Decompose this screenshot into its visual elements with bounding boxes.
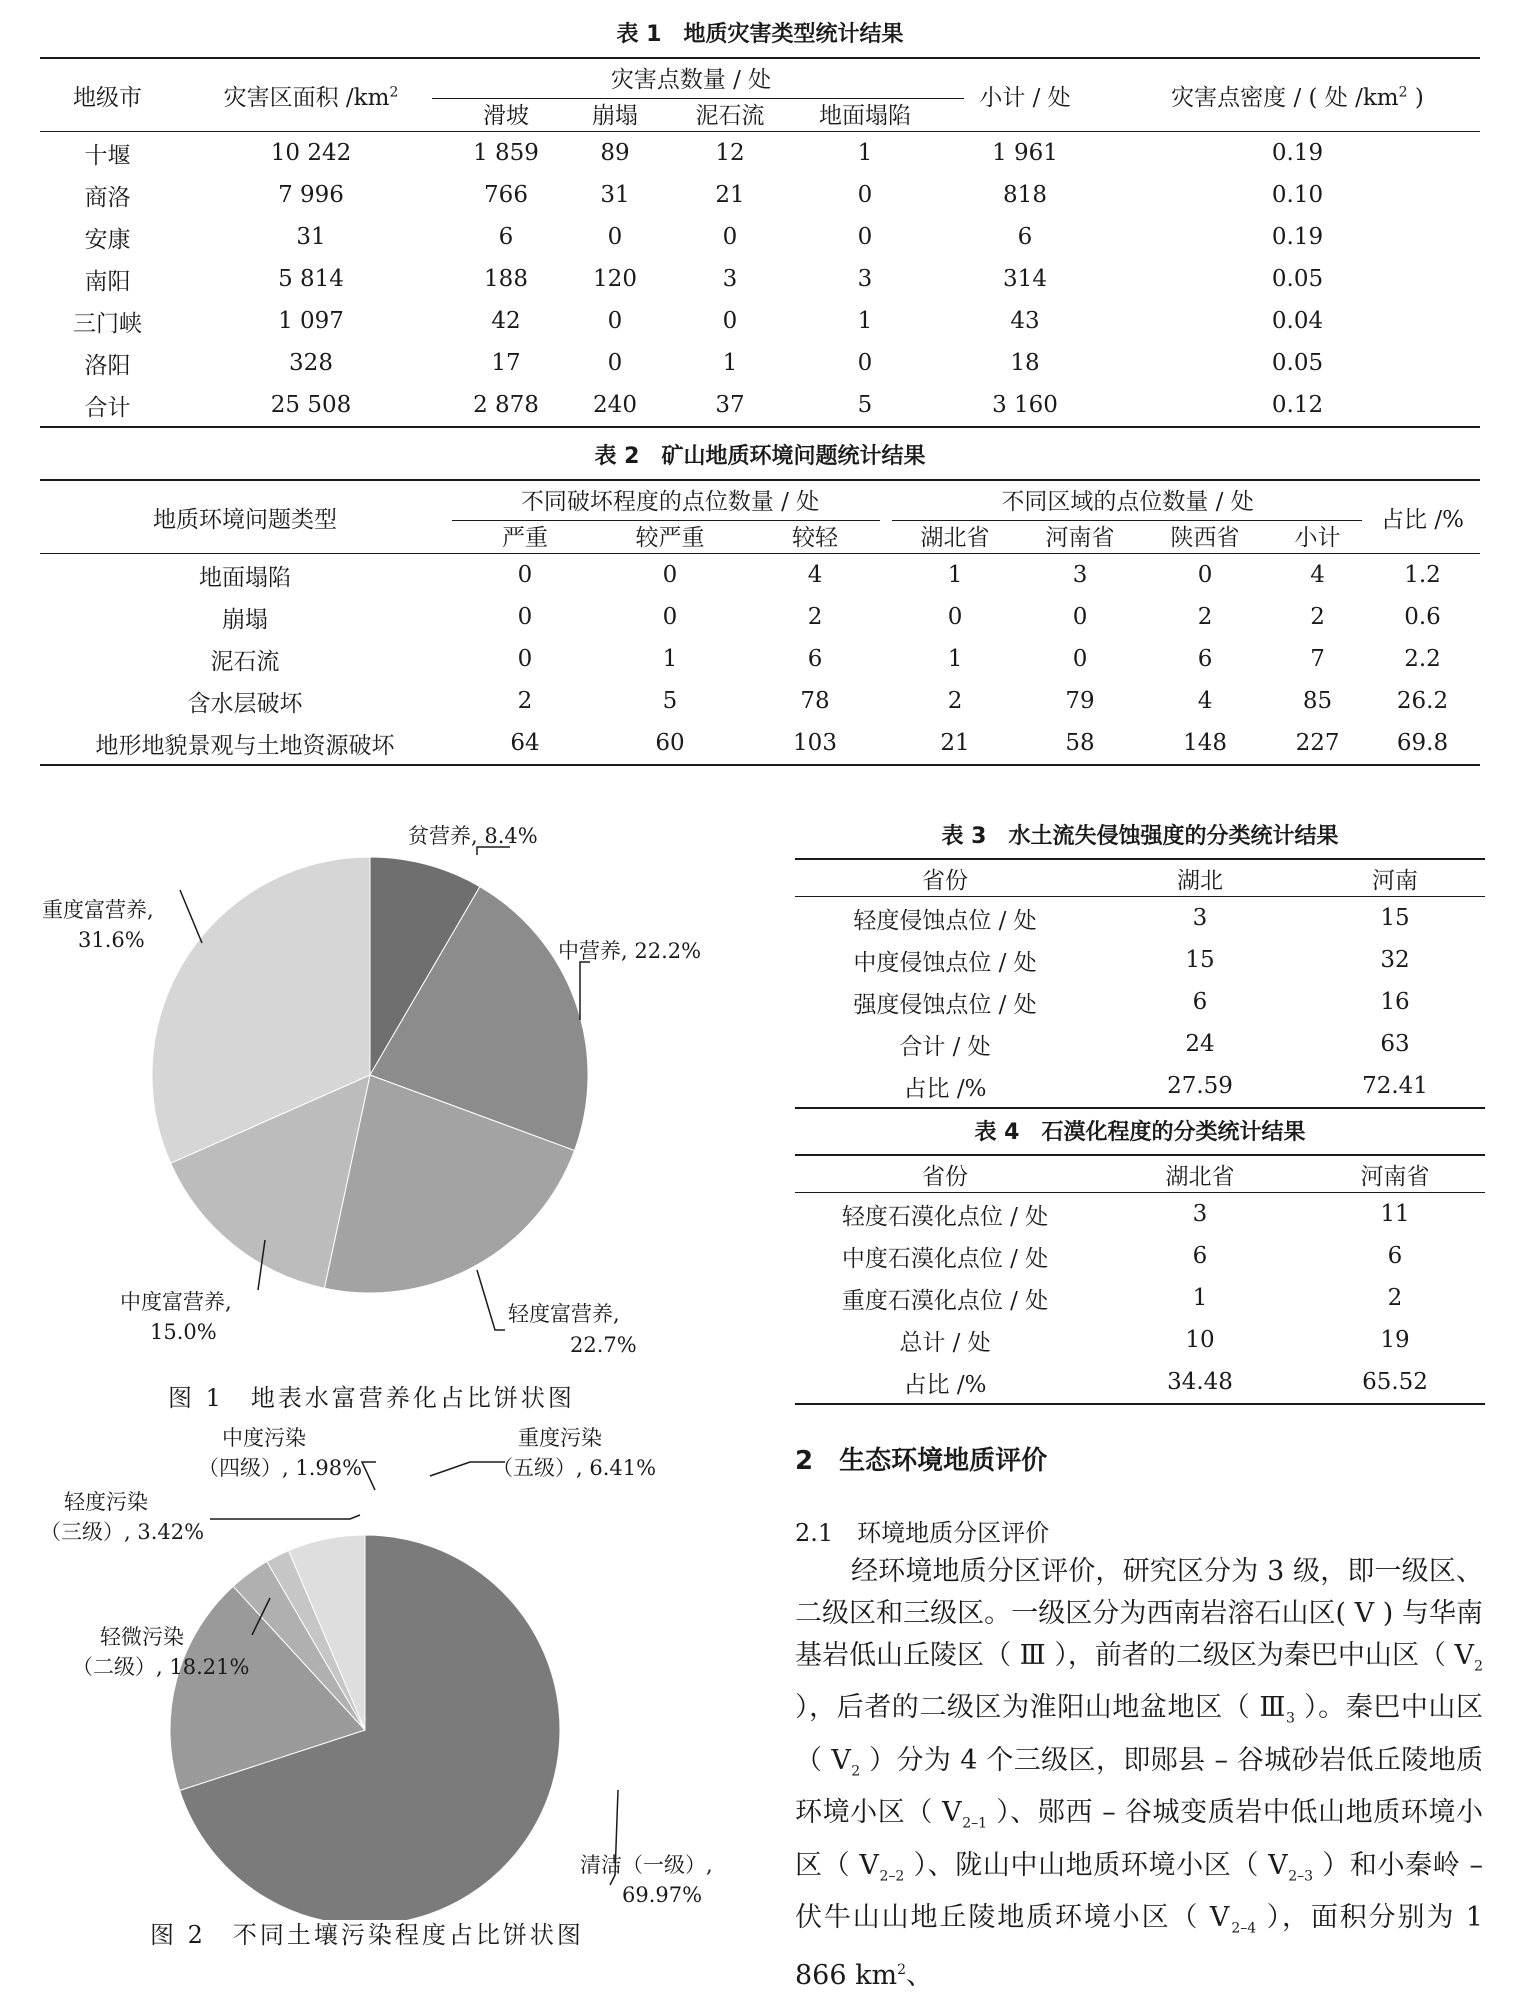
t4-cell-v1: 34.48 [1167, 1369, 1233, 1395]
section-heading: 2 生态环境地质评价 [795, 1446, 1048, 1476]
t1-row [40, 300, 1480, 342]
fig2-pie-chart [40, 1420, 780, 1920]
fig2-label-l2-line2: （二级）, 18.21% [72, 1655, 250, 1679]
table2 [40, 479, 1480, 766]
t1-cell-subsidence: 0 [857, 224, 873, 250]
fig2-label-l3-line1: 轻度污染 [64, 1490, 148, 1514]
t2-cell-light: 2 [807, 604, 823, 630]
t1-cell-city: 安康 [84, 226, 131, 253]
t1-cell-subtotal: 314 [1003, 266, 1047, 292]
t2-cell-henan: 79 [1065, 688, 1095, 714]
t3-cell-v1: 24 [1185, 1031, 1215, 1057]
t1-cell-area: 328 [289, 350, 333, 376]
fig1-label-heavy-line2: 31.6% [78, 928, 145, 952]
fig2-label-l5-line1: 重度污染 [518, 1426, 602, 1450]
fig1-label-light-line2: 22.7% [570, 1333, 637, 1357]
t4-cell-label: 重度石漠化点位 / 处 [841, 1287, 1049, 1314]
t1-cell-subtotal: 18 [1010, 350, 1040, 376]
t2-cell-subtotal: 7 [1310, 646, 1325, 672]
t1-cell-density: 0.04 [1271, 308, 1324, 334]
t1-header-collapse: 崩塌 [592, 102, 638, 129]
fig2-label-l3-line2: （三级）, 3.42% [40, 1520, 205, 1544]
t1-cell-area: 7 996 [278, 182, 344, 208]
fig2-caption: 图 2 不同土壤污染程度占比饼状图 [150, 1921, 584, 1949]
t2-cell-fairly_severe: 0 [662, 604, 678, 630]
t2-region-rule [892, 520, 1362, 521]
t2-header-damage-group: 不同破坏程度的点位数量 / 处 [520, 488, 820, 515]
t2-cell-henan: 3 [1072, 562, 1088, 588]
t2-cell-fairly_severe: 0 [662, 562, 678, 588]
t3-cell-label: 中度侵蚀点位 / 处 [853, 949, 1037, 976]
t1-cell-city: 商洛 [84, 184, 131, 211]
t1-cell-density: 0.12 [1271, 392, 1324, 418]
t2-header-ratio: 占比 /% [1381, 506, 1464, 533]
table2-title: 表 2 矿山地质环境问题统计结果 [594, 444, 926, 469]
section-paragraph: 经环境地质分区评价，研究区分为 3 级，即一级区、二级区和三级区。一级区分为西南岩溶石山区( Ⅴ ) 与华南基岩低山丘陵区（ Ⅲ ），前者的二级区为秦巴中山区（ $Ⅴ_2$ ），后者的二级区为淮阳山地盆地区（ $Ⅲ_3$ ）。秦巴中山区（ $Ⅴ_2$ ）分为 4 个三级区，即郧县 – 谷城砂岩低丘陵地质环境小区（ $Ⅴ_{2-1}$ ）、郧西 – 谷城变质岩中低山地质环境小区（ $Ⅴ_{2-2}$ ）、陇山中山地质环境小区（ $Ⅴ_{2-3}$ ）和小秦岭 – 伏牛山山地丘陵地质环境小区（ $Ⅴ_{2-4}$ ），面积分别为 1 866 $km^2$、 [795, 1556, 1483, 1992]
t2-cell-severe: 64 [510, 730, 540, 756]
t2-cell-subtotal: 2 [1310, 604, 1325, 630]
t3-cell-v2: 15 [1380, 905, 1410, 931]
fig2-label-l4-line1: 中度污染 [222, 1426, 306, 1450]
t3-cell-label: 占比 /% [903, 1075, 987, 1102]
t4-header-col2: 河南省 [1360, 1163, 1430, 1190]
t1-header-area: 灾害区面积 $/km^2$ [223, 83, 399, 111]
table3-title: 表 3 水土流失侵蚀强度的分类统计结果 [941, 824, 1339, 849]
t1-cell-collapse: 120 [593, 266, 637, 292]
t1-cell-subtotal: 43 [1010, 308, 1040, 334]
t1-cell-subsidence: 0 [857, 182, 873, 208]
fig1-caption: 图 1 地表水富营养化占比饼状图 [168, 1384, 575, 1412]
t4-cell-v2: 65.52 [1362, 1369, 1428, 1395]
table3 [795, 858, 1485, 1109]
t2-cell-light: 6 [807, 646, 823, 672]
t3-header-col2: 河南 [1372, 867, 1418, 894]
t2-header-light: 较轻 [792, 524, 838, 551]
t3-row [795, 897, 1485, 940]
t3-cell-v2: 16 [1380, 989, 1410, 1015]
t1-cell-collapse: 89 [600, 140, 630, 166]
table1-title: 表 1 地质灾害类型统计结果 [616, 22, 904, 47]
t1-cell-collapse: 240 [593, 392, 637, 418]
t2-cell-ratio: 2.2 [1404, 646, 1441, 672]
t3-cell-v1: 6 [1192, 989, 1208, 1015]
t3-cell-v2: 32 [1380, 947, 1410, 973]
t2-row [40, 596, 1480, 638]
t1-cell-city: 十堰 [84, 142, 131, 169]
t1-cell-density: 0.05 [1271, 350, 1324, 376]
t2-cell-hubei: 2 [947, 688, 963, 714]
t2-header-henan: 河南省 [1045, 524, 1115, 551]
t2-cell-shaanxi: 6 [1197, 646, 1213, 672]
t1-cell-landslide: 1 859 [473, 140, 539, 166]
fig1-label-heavy-line1: 重度富营养, [42, 898, 154, 922]
t1-cell-landslide: 6 [498, 224, 514, 250]
t4-cell-v1: 1 [1192, 1285, 1208, 1311]
t1-cell-area: 10 242 [270, 140, 352, 166]
t3-cell-v1: 15 [1185, 947, 1215, 973]
t1-cell-city: 三门峡 [73, 310, 142, 337]
t1-cell-debris: 12 [715, 140, 745, 166]
fig1-leader-light [477, 1270, 505, 1330]
t4-row [795, 1319, 1485, 1361]
t2-cell-hubei: 21 [940, 730, 970, 756]
t1-cell-area: 1 097 [278, 308, 344, 334]
t4-cell-label: 轻度石漠化点位 / 处 [841, 1203, 1049, 1230]
t1-cell-area: 31 [296, 224, 326, 250]
fig1-label-moderate-line2: 15.0% [150, 1320, 217, 1344]
t1-cell-density: 0.19 [1271, 140, 1324, 166]
table4-title: 表 4 石漠化程度的分类统计结果 [974, 1120, 1306, 1145]
t1-header-debris: 泥石流 [695, 102, 765, 129]
t1-header-landslide: 滑坡 [483, 102, 529, 129]
fig2-label-l1-line1: 清洁（一级）, [580, 1853, 713, 1877]
t2-header-hubei: 湖北省 [920, 524, 990, 551]
t2-cell-henan: 0 [1072, 646, 1088, 672]
table4 [795, 1154, 1485, 1405]
t2-cell-type: 含水层破坏 [187, 690, 303, 717]
t1-row [40, 384, 1480, 427]
t1-cell-debris: 0 [722, 308, 738, 334]
t1-cell-landslide: 766 [484, 182, 528, 208]
t4-cell-v2: 19 [1380, 1327, 1410, 1353]
t2-header-region-group: 不同区域的点位数量 / 处 [1001, 488, 1254, 515]
fig1-label-moderate-line1: 中度富营养, [120, 1290, 232, 1314]
t2-cell-fairly_severe: 1 [662, 646, 678, 672]
t2-cell-shaanxi: 2 [1197, 604, 1213, 630]
t1-row [40, 258, 1480, 300]
t2-cell-subtotal: 85 [1302, 688, 1333, 714]
t4-cell-v2: 2 [1387, 1285, 1403, 1311]
t4-cell-v1: 6 [1192, 1243, 1208, 1269]
t1-cell-collapse: 0 [607, 308, 623, 334]
t2-cell-light: 4 [807, 562, 823, 588]
t3-row [795, 939, 1485, 981]
t4-row [795, 1361, 1485, 1404]
t2-header-shaanxi: 陕西省 [1170, 524, 1240, 551]
t2-row [40, 722, 1480, 765]
t4-cell-label: 占比 /% [903, 1371, 987, 1398]
t2-cell-severe: 0 [517, 646, 533, 672]
t3-header-province: 省份 [922, 867, 968, 894]
t1-cell-city: 洛阳 [84, 352, 131, 379]
t1-cell-debris: 3 [722, 266, 738, 292]
t1-cell-debris: 21 [715, 182, 745, 208]
t3-cell-v2: 72.41 [1362, 1073, 1428, 1099]
t2-cell-shaanxi: 148 [1183, 730, 1227, 756]
fig1-label-poor: 贫营养, 8.4% [408, 824, 538, 848]
t1-header-city: 地级市 [73, 84, 142, 111]
t4-row [795, 1235, 1485, 1277]
t1-cell-landslide: 42 [491, 308, 521, 334]
fig1-label-mid: 中营养, 22.2% [558, 939, 702, 963]
t1-cell-landslide: 2 878 [473, 392, 539, 418]
t3-cell-label: 轻度侵蚀点位 / 处 [853, 907, 1037, 934]
t2-cell-type: 地形地貌景观与土地资源破坏 [95, 732, 395, 759]
t1-cell-density: 0.10 [1271, 182, 1324, 208]
t1-cell-area: 5 814 [278, 266, 344, 292]
t1-cell-debris: 1 [722, 350, 738, 376]
t4-cell-v1: 10 [1185, 1327, 1215, 1353]
t2-row [40, 680, 1480, 722]
t2-cell-severe: 2 [517, 688, 533, 714]
t1-cell-subtotal: 818 [1003, 182, 1047, 208]
fig1-label-light-line1: 轻度富营养, [508, 1302, 620, 1326]
t2-row [40, 638, 1480, 680]
t4-cell-v1: 3 [1192, 1201, 1208, 1227]
t1-cell-landslide: 17 [491, 350, 521, 376]
t2-cell-type: 崩塌 [222, 606, 268, 633]
t1-cell-subsidence: 1 [857, 140, 873, 166]
t2-row [40, 554, 1480, 597]
t1-cell-city: 合计 [84, 394, 131, 421]
t1-cell-subtotal: 6 [1017, 224, 1033, 250]
t2-header-type: 地质环境问题类型 [153, 506, 337, 533]
t1-header-subsidence: 地面塌陷 [819, 102, 911, 129]
t1-cell-city: 南阳 [84, 268, 131, 295]
t2-cell-henan: 58 [1065, 730, 1095, 756]
fig2-label-l2-line1: 轻微污染 [100, 1625, 184, 1649]
t1-cell-landslide: 188 [484, 266, 528, 292]
t4-row [795, 1193, 1485, 1236]
t3-row [795, 981, 1485, 1023]
t1-cell-subsidence: 1 [857, 308, 873, 334]
t3-cell-v2: 63 [1380, 1031, 1410, 1057]
t2-cell-henan: 0 [1072, 604, 1088, 630]
fig2-label-l5-line2: （五级）, 6.41% [492, 1456, 657, 1480]
t4-cell-v2: 6 [1387, 1243, 1403, 1269]
fig1-pie-chart [40, 815, 780, 1385]
t3-row [795, 1023, 1485, 1065]
fig1-leader-heavy [180, 890, 202, 943]
t1-header-points-group: 灾害点数量 / 处 [610, 66, 772, 93]
t3-cell-label: 合计 / 处 [899, 1033, 991, 1060]
t3-cell-label: 强度侵蚀点位 / 处 [853, 991, 1037, 1018]
t1-cell-subsidence: 3 [857, 266, 873, 292]
t2-cell-ratio: 0.6 [1404, 604, 1441, 630]
t1-cell-collapse: 0 [607, 350, 623, 376]
fig2-leader-l4 [362, 1462, 376, 1490]
t2-cell-light: 78 [800, 688, 830, 714]
t2-cell-subtotal: 4 [1310, 562, 1325, 588]
t2-cell-type: 泥石流 [210, 648, 280, 675]
t3-cell-v1: 3 [1192, 905, 1208, 931]
t1-cell-density: 0.05 [1271, 266, 1324, 292]
fig1-leader-poor [477, 847, 510, 855]
t2-cell-light: 103 [793, 730, 837, 756]
t1-row [40, 342, 1480, 384]
t1-row [40, 174, 1480, 216]
t1-cell-debris: 37 [715, 392, 745, 418]
t2-cell-hubei: 1 [947, 646, 963, 672]
subsection-heading: 2.1 环境地质分区评价 [795, 1519, 1050, 1547]
t2-header-fairly-severe: 较严重 [635, 524, 705, 551]
t2-cell-subtotal: 227 [1295, 730, 1340, 756]
t2-cell-fairly_severe: 60 [655, 730, 685, 756]
t1-cell-area: 25 508 [270, 392, 352, 418]
fig2-label-l1-line2: 69.97% [622, 1883, 703, 1907]
t2-header-severe: 严重 [502, 524, 548, 551]
t1-cell-collapse: 31 [600, 182, 630, 208]
t1-cell-subsidence: 5 [857, 392, 873, 418]
t3-row [795, 1065, 1485, 1108]
t2-header-subtotal: 小计 [1294, 524, 1341, 551]
t4-cell-v2: 11 [1380, 1201, 1410, 1227]
t1-header-subtotal: 小计 / 处 [979, 84, 1071, 111]
t1-header-density: 灾害点密度 / ( 处 $/km^2$ ) [1171, 83, 1424, 111]
t4-header-col1: 湖北省 [1165, 1163, 1235, 1190]
t1-cell-density: 0.19 [1271, 224, 1324, 250]
t1-cell-subsidence: 0 [857, 350, 873, 376]
t2-cell-hubei: 1 [947, 562, 963, 588]
t4-cell-label: 中度石漠化点位 / 处 [841, 1245, 1049, 1272]
t1-cell-collapse: 0 [607, 224, 623, 250]
t2-damage-rule [452, 520, 880, 521]
t1-cell-debris: 0 [722, 224, 738, 250]
t2-cell-type: 地面塌陷 [199, 564, 291, 591]
t1-cell-subtotal: 1 961 [992, 140, 1058, 166]
t1-cell-subtotal: 3 160 [992, 392, 1058, 418]
t4-cell-label: 总计 / 处 [899, 1329, 991, 1356]
t4-row [795, 1277, 1485, 1319]
t1-row [40, 216, 1480, 258]
fig1-leader-mid [580, 962, 590, 1020]
t2-cell-severe: 0 [517, 562, 533, 588]
t3-cell-v1: 27.59 [1167, 1073, 1233, 1099]
t1-group-rule [432, 98, 964, 99]
t2-cell-ratio: 1.2 [1404, 562, 1441, 588]
t2-cell-fairly_severe: 5 [662, 688, 678, 714]
fig2-label-l4-line2: （四级）, 1.98% [198, 1456, 363, 1480]
t3-header-col1: 湖北 [1177, 867, 1223, 894]
t1-row [40, 132, 1480, 175]
fig2-leader-l3 [210, 1515, 360, 1519]
table1 [40, 57, 1480, 428]
t4-header-province: 省份 [922, 1163, 968, 1190]
t2-cell-shaanxi: 4 [1197, 688, 1213, 714]
t2-cell-shaanxi: 0 [1197, 562, 1213, 588]
t2-cell-hubei: 0 [947, 604, 963, 630]
t2-cell-ratio: 26.2 [1396, 688, 1449, 714]
t2-cell-severe: 0 [517, 604, 533, 630]
t2-cell-ratio: 69.8 [1396, 730, 1449, 756]
